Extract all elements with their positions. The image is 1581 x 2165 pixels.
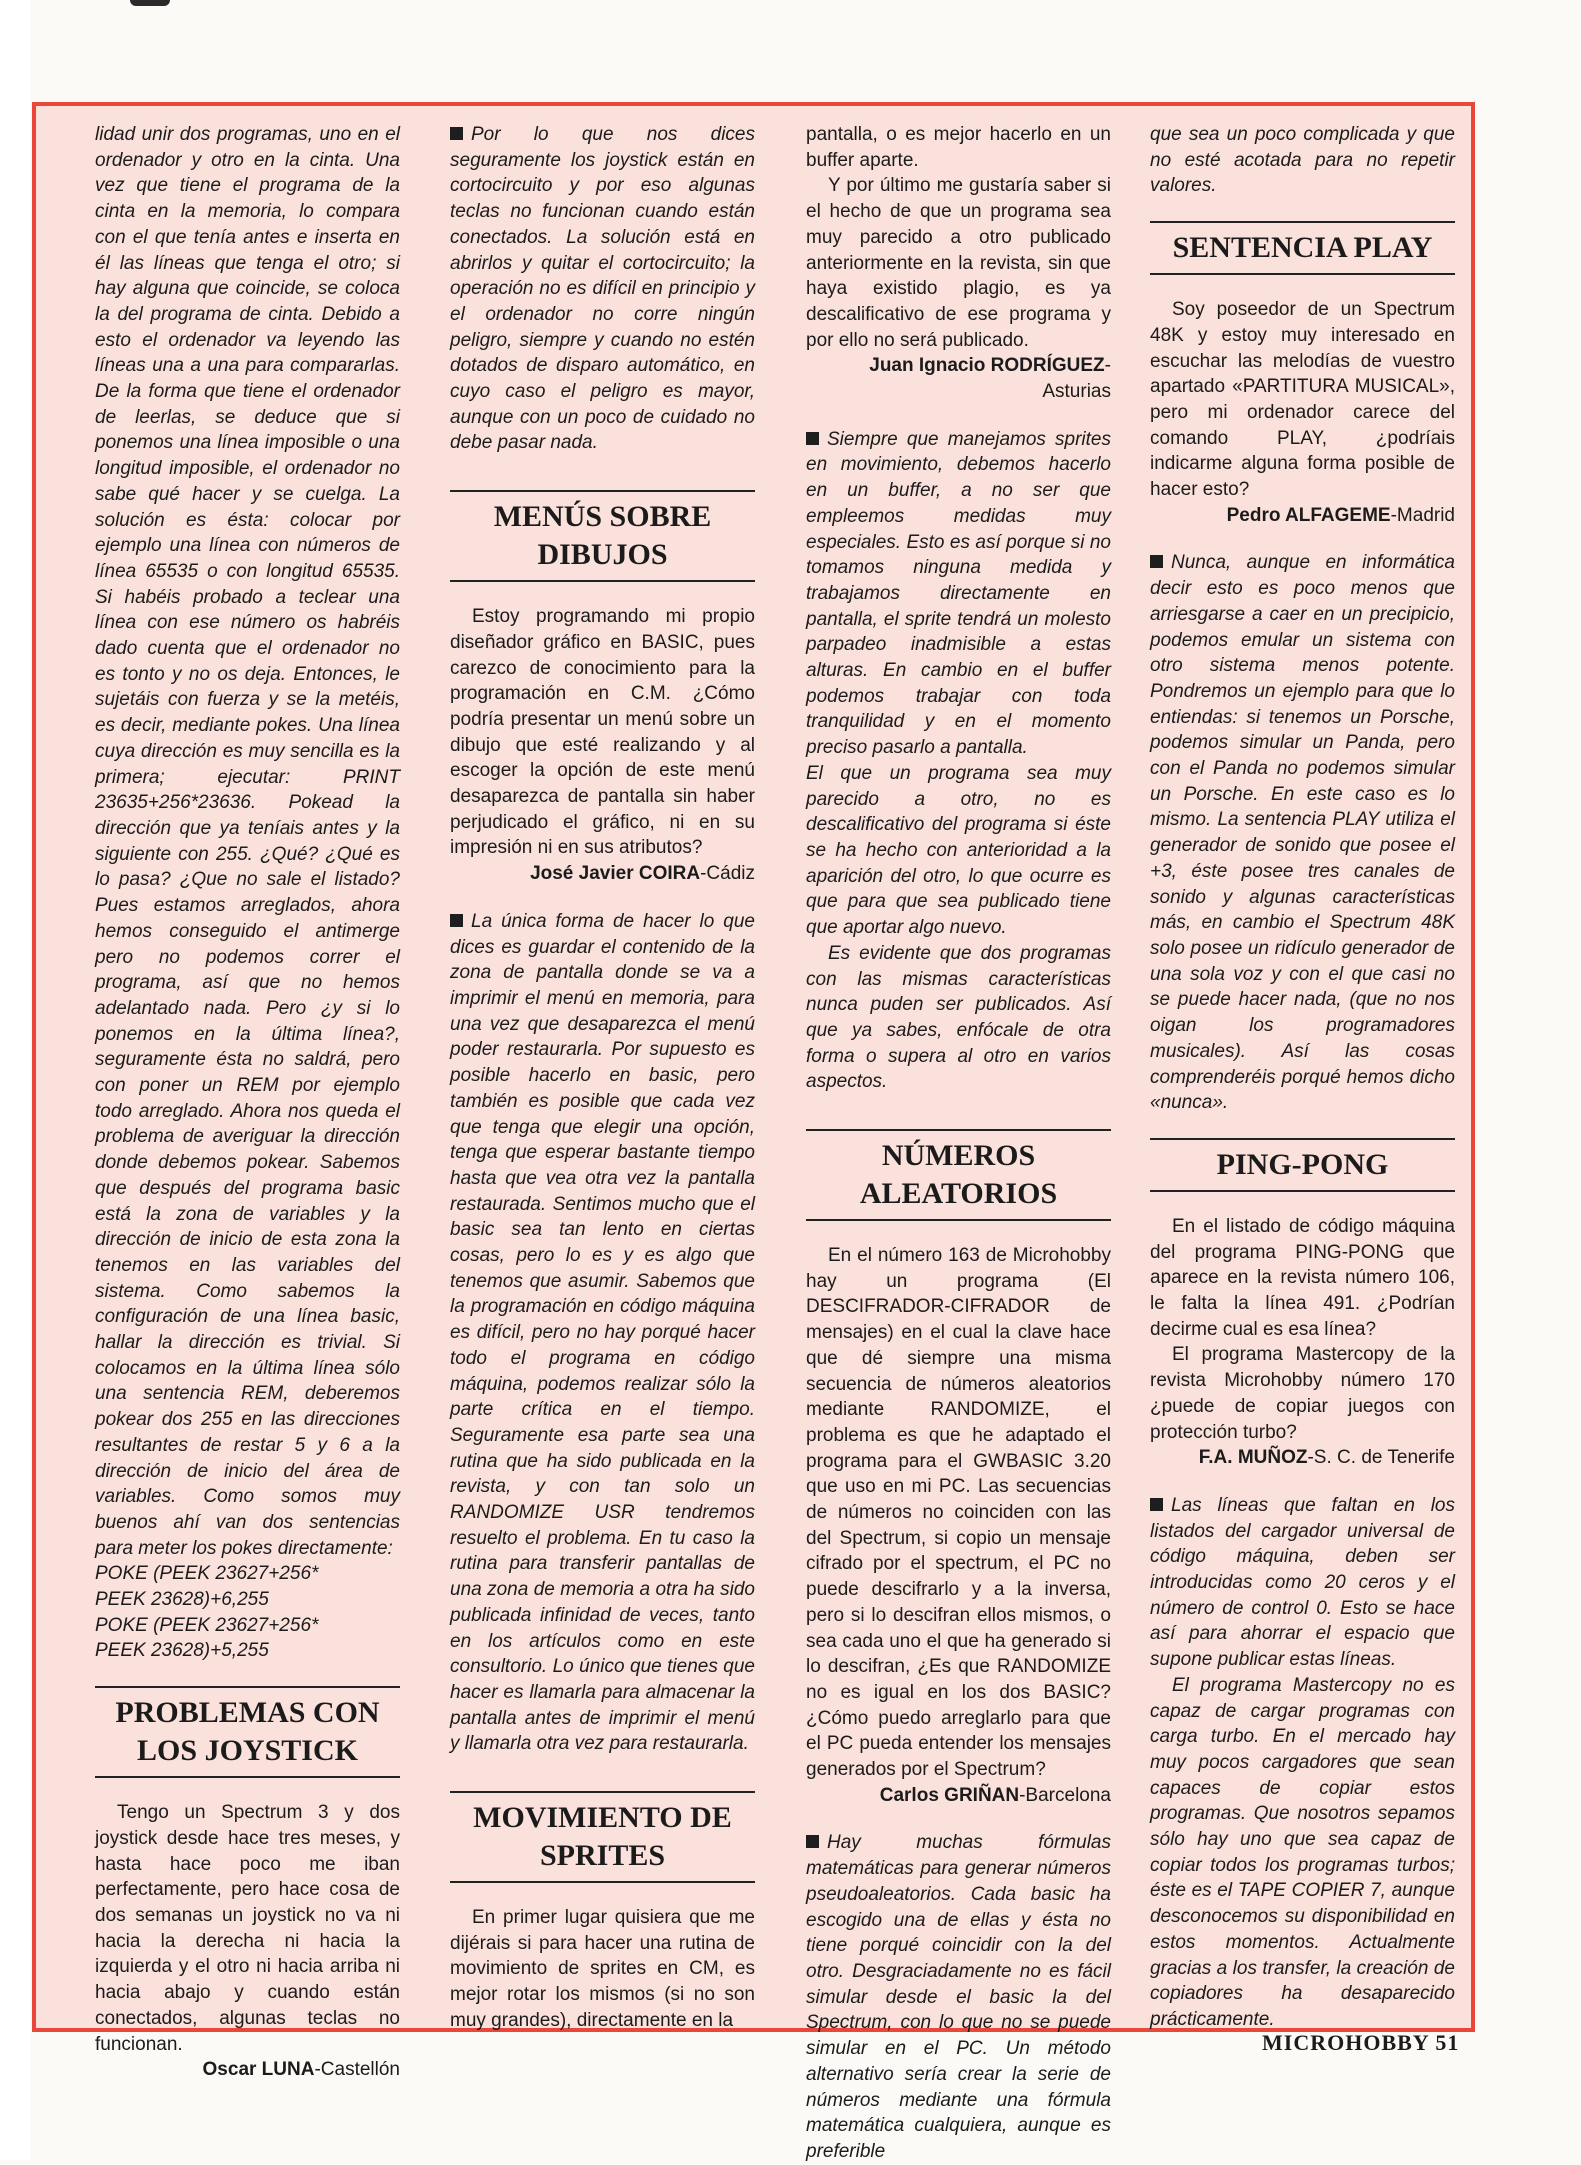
author-place: -Barcelona [1019,1784,1111,1806]
answer-text: lidad unir dos programas, uno en el ordenador y otro en la cinta. Una vez que tiene el programa de la cinta en la memoria, lo compara con el que tenía antes e inserta en él las líneas que tenga el otro; si hay alguna que coincide, se coloca la del programa de cinta. Debido a esto el ordenador va leyendo las líneas una a una para compararlas. De la forma que tiene el ordenador de leerlas, se deduce que si ponemos una línea imposible o una longitud imposible, el ordenador no sabe qué hacer y se cuelga. La solución es ésta: colocar por ejemplo una línea con números de línea 65535 o con longitud 65535. Si habéis probado a teclear una línea con ese número os habréis dado cuenta que el ordenador no es tonto y no os deja. Entonces, le sujetáis con fuerza y se la metéis, es decir, mediante pokes. Una línea cuya dirección es muy sencilla es la primera; ejecutar: PRINT 23635+256*23636. Pokead la dirección que ya teníais antes y la siguiente con 255. ¿Qué? ¿Qué es lo pasa? ¿Que no sale el listado? Pues estamos arreglados, ahora hemos conseguido el antimerge pero no podemos correr el programa, así que no hemos adelantado nada. Pero ¿y si lo ponemos en la última línea?, seguramente ésta no saldrá, pero con poner un REM por ejemplo todo arreglado. Ahora nos queda el problema de averiguar la dirección donde debemos pokear. Sabemos que después del programa basic está la zona de variables y la dirección de inicio de esta zona la tenemos en las variables del sistema. Como sabemos la configuración de una línea basic, hallar la dirección es trivial. Si colocamos en la última línea sólo una sentencia REM, deberemos pokear dos 255 en las direcciones resultantes de restar 5 y 6 a la dirección de inicio del área de variables. Como somos muy buenos ahí van dos sentencias para meter los pokes directamente: [95,124,400,1559]
answer-text: La única forma de hacer lo que dices es guardar el contenido de la zona de pantalla donde se va a imprimir el menú en memoria, para una vez que desaparezca el menú poder restaurarla. Por supuesto es posible hacerlo en basic, pero también es posible que cada vez que tenga que elegir una opción, tenga que esperar bastante tiempo hasta que vea otra vez la pantalla restaurada. Sentimos mucho que el basic sea tan lento en ciertas cosas, pero lo es y es algo que tenemos que asumir. Sabemos que la programación en código máquina es difícil, pero no hay porqué hacer todo el programa en código máquina, podemos realizar sólo la parte crítica en el tiempo. Seguramente esa parte sea una rutina que ha sido publicada en la revista, y con tan solo un RANDOMIZE USR tendremos resuelto el problema. En tu caso la rutina para transferir pantallas de una zona de memoria a otra ha sido publicada infinidad de veces, tanto en los artículos como en este consultorio. Lo único que tienes que hacer es llamarla para almacenar la pantalla antes de imprimir el menú y llamarla otra vez para restaurarla. [450,910,755,1755]
answer-text: Hay muchas fórmulas matemáticas para generar números pseudoaleatorios. Cada basic ha escogido una de ellas y ésta no tiene porqué coincidir con la del otro. Desgraciadamente no es fácil simular desde el basic la del Spectrum, con lo que no se puede simular en el PC. Un método alternativo sería crear la serie de números mediante una fórmula matemática cualquiera, aunque es preferible [806,1832,1111,2162]
answer-text: El programa Mastercopy no es capaz de cargar programas con carga turbo. En el mercado hay muy pocos cargadores que sean capaces de copiar estos programas. Que nosotros sepamos sólo hay uno que sea capaz de copiar todos los programas turbos; éste es el TAPE COPIER 7, aunque desconocemos su disponibilidad en estos momentos. Actualmente gracias a los transfer, la creación de copiadores ha desaparecido prácticamente. [1150,1674,1455,2030]
section-heading: MOVIMIENTO DE SPRITES [450,1791,755,1883]
letter-signature [450,861,755,887]
column-2 [450,122,755,2034]
author-place: -Asturias [1042,355,1111,403]
bullet-square-icon [806,432,819,445]
reader-letter: Soy poseedor de un Spectrum 48K y estoy muy interesado en escuchar las melodías de vuestro apartado «PARTITURA MUSICAL», pero mi ordenador carece del comando PLAY, ¿podríais indicarme alguna forma posible de hacer esto? [1150,299,1455,501]
letter-signature [95,2057,400,2083]
reader-letter: El programa Mastercopy de la revista Microhobby número 170 ¿puede de copiar juegos con protección turbo? [1150,1344,1455,1443]
author-name: Pedro ALFAGEME [1226,504,1391,526]
letter-signature [1150,503,1455,529]
code-line: POKE (PEEK 23627+256* [95,1563,319,1585]
bullet-square-icon [450,127,463,140]
answer-text: Por lo que nos dices seguramente los joystick están en cortocircuito y por eso algunas teclas no funcionan cuando están conectados. La solución está en abrirlos y quitar el cortocircuito; la operación no es difícil en principio y el ordenador no corre ningún peligro, siempre y cuando no estén dotados de disparo automático, en cuyo caso el peligro es mayor, aunque con un poco de cuidado no debe pasar nada. [450,124,755,454]
answer-text-continued: que sea un poco complicada y que no esté acotada para no repetir valores. [1150,124,1455,197]
code-line: POKE (PEEK 23627+256* [95,1614,319,1636]
reader-letter: Tengo un Spectrum 3 y dos joystick desde hace tres meses, y hasta hace poco me iban perfectamente, pero hace cosa de dos semanas un joystick no va ni hacia la derecha ni hacia la izquierda y el otro ni hacia arriba ni hacia abajo y cuando están conectados, algunas teclas no funcionan. [95,1802,400,2055]
section-heading: PING-PONG [1150,1138,1455,1192]
answer-text: Nunca, aunque en informática decir esto es poco menos que arriesgarse a caer en un precipicio, podemos emular un sistema con otro sistema menos potente. Pondremos un ejemplo para que lo entiendas: si tenemos un Porsche, podemos simular un Panda, pero con el Panda no podemos simular un Porsche. En este caso es lo mismo. La sentencia PLAY utiliza el generador de sonido que posee el +3, éste posee tres canales de sonido y algunas características más, en cambio el Spectrum 48K solo posee un ridículo generador de una sola voz y con el que casi no se puede hacer nada, (que no nos oigan los programadores musicales). Así las cosas comprenderéis porqué hemos dicho «nunca». [1150,552,1455,1114]
page-edge [0,0,30,2160]
author-place: -Castellón [314,2059,400,2081]
column-3 [806,122,1111,2165]
letter-signature [806,353,1111,404]
code-line: PEEK 23628)+5,255 [95,1640,269,1662]
bullet-square-icon [450,914,463,927]
page-footer [1262,2030,1459,2056]
section-heading: MENÚS SOBRE DIBUJOS [450,490,755,582]
author-name: José Javier COIRA [530,863,701,885]
answer-text: El que un programa sea muy parecido a otro, no es descalificativo del programa si éste se ha hecho con anterioridad a la aparición del otro, lo que ocurre es que para que sea publicado tiene que aportar algo nuevo. [806,762,1111,939]
section-heading: NÚMEROS ALEATORIOS [806,1129,1111,1221]
author-place: -Cádiz [700,863,755,885]
section-heading: SENTENCIA PLAY [1150,221,1455,275]
answer-text: Siempre que manejamos sprites en movimiento, debemos hacerlo en un buffer, a no ser que empleemos medidas muy especiales. Esto es así porque si no tomamos ninguna medida y trabajamos directamente en pantalla, el sprite tendrá un molesto parpadeo inadmisible a estas alturas. En cambio en el buffer podemos trabajar con toda tranquilidad y en el momento preciso pasarlo a pantalla. [806,428,1111,759]
magazine-name: MICROHOBBY [1262,2030,1429,2055]
reader-letter: En el número 163 de Microhobby hay un programa (El DESCIFRADOR-CIFRADOR de mensajes) en el cual la clave hace que dé siempre una misma secuencia de números aleatorios mediante RANDOMIZE, el problema es que he adaptado el programa para el GWBASIC 3.20 que uso en mi PC. Las secuencias de números no coinciden con las del Spectrum, si copio un mensaje cifrado por el spectrum, el PC no puede descifrarlo y a la inversa, pero si lo descifran ellos mismos, o sea cada uno el que ha generado si lo descifran, ¿Es que RANDOMIZE no es igual en los dos BASIC? ¿Cómo puedo arreglarlo para que el PC pueda entender los mensajes generados por el Spectrum? [806,1245,1111,1781]
answer-text: Las líneas que faltan en los listados del cargador universal de código máquina, deben ser introducidas como 20 ceros y el número de control 0. Esto se hace así para ahorrar el espacio que supone publicar estas líneas. [1150,1494,1455,1671]
author-name: Oscar LUNA [202,2059,315,2081]
bullet-square-icon [1150,555,1163,568]
author-place: -S. C. de Tenerife [1307,1447,1455,1469]
author-name: Juan Ignacio RODRÍGUEZ [869,355,1105,377]
reader-letter: Y por último me gustaría saber si el hecho de que un programa sea muy parecido a otro publicado anteriormente en la revista, sin que haya existido plagio, es ya descalificativo de ese programa y por ello no será publicado. [806,175,1111,351]
reader-letter-continued: pantalla, o es mejor hacerlo en un buffer aparte. [806,124,1111,171]
author-name: Carlos GRIÑAN [879,1784,1020,1806]
reader-letter: En primer lugar quisiera que me dijérais si para hacer una rutina de movimiento de sprites en CM, es mejor rotar los mismos (si no son muy grandes), directamente en la [450,1907,755,2031]
answer-text: Es evidente que dos programas con las mismas características nunca puden ser publicados. Así que ya sabes, enfócale de otra forma o supera al otro en varios aspectos. [806,942,1111,1093]
letter-signature [806,1783,1111,1809]
scan-mark [130,0,170,6]
bullet-square-icon [806,1835,819,1848]
reader-letter: En el listado de código máquina del programa PING-PONG que aparece en la revista número 106, le falta la línea 491. ¿Podrían decirme cual es esa línea? [1150,1215,1455,1340]
author-place: -Madrid [1390,504,1455,526]
column-4 [1150,122,1455,2033]
author-name: F.A. MUÑOZ [1198,1447,1308,1469]
letter-signature [1150,1445,1455,1471]
bullet-square-icon [1150,1498,1163,1511]
column-1 [95,122,400,2083]
page-number: 51 [1435,2030,1460,2055]
code-line: PEEK 23628)+6,255 [95,1589,269,1611]
reader-letter: Estoy programando mi propio diseñador gráfico en BASIC, pues carezco de conocimiento para la programación en C.M. ¿Cómo podría presentar un menú sobre un dibujo que esté realizando y al escoger la opción de este menú desaparezca de pantalla sin haber perjudicado el gráfico, ni en su impresión ni en sus atributos? [450,606,755,859]
section-heading: PROBLEMAS CON LOS JOYSTICK [95,1686,400,1778]
